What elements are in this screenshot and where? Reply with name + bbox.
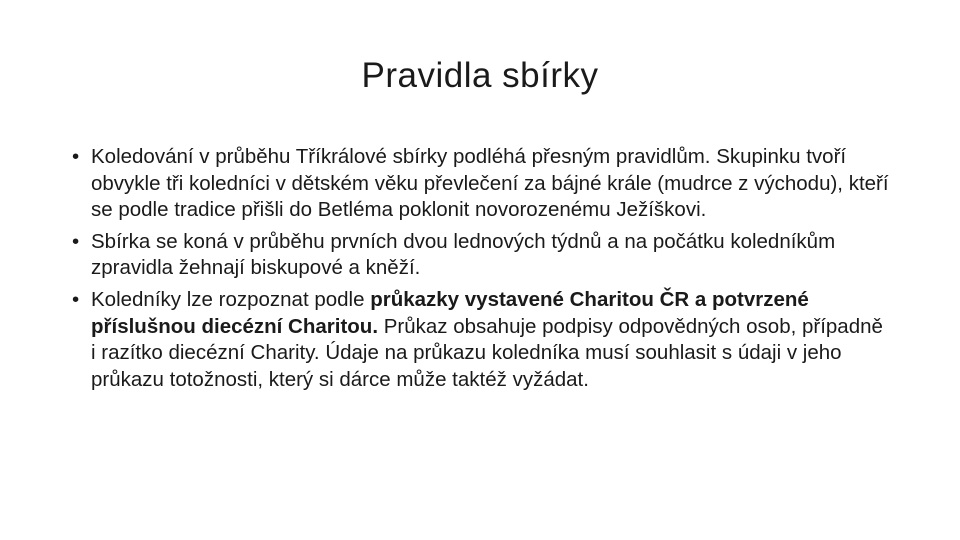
bullet-text-bold: průkazky vystavené Charitou ČR a potvrzené příslušnou diecézní Charitou. <box>91 287 809 338</box>
bullet-icon: • <box>72 145 80 168</box>
bullet-icon: • <box>72 287 80 311</box>
bullet-text: Sbírka se koná v průběhu prvních dvou lednových týdnů a na počátku koledníkům zpravidla žehnají biskupové a kněží. <box>91 229 836 280</box>
slide-title: Pravidla sbírky <box>361 56 599 95</box>
bullet-item-2 <box>72 229 892 282</box>
bullet-item-1 <box>72 144 892 224</box>
bullet-text-after: Průkaz obsahuje podpisy odpovědných osob, případně i razítko diecézní Charity. Údaje na průkazu koledníka musí souhlasit s údaji v jeho průkazu totožnosti, který si dárce může taktéž vyžádat. <box>91 314 883 391</box>
bullet-icon: • <box>72 229 80 253</box>
bullet-text: Koledování v průběhu Tříkrálové sbírky podléhá přesným pravidlům. Skupinku tvoří obvykle tři koledníci v dětském věku převlečení za bájné krále (mudrce z východu), kteří se podle tradice přišli do Betléma poklonit novorozenému Ježíškovi. <box>91 145 889 222</box>
bullet-item-3 <box>72 287 892 393</box>
bullet-text-before: Koledníky lze rozpoznat podle <box>91 287 371 311</box>
bullet-list <box>72 144 892 398</box>
